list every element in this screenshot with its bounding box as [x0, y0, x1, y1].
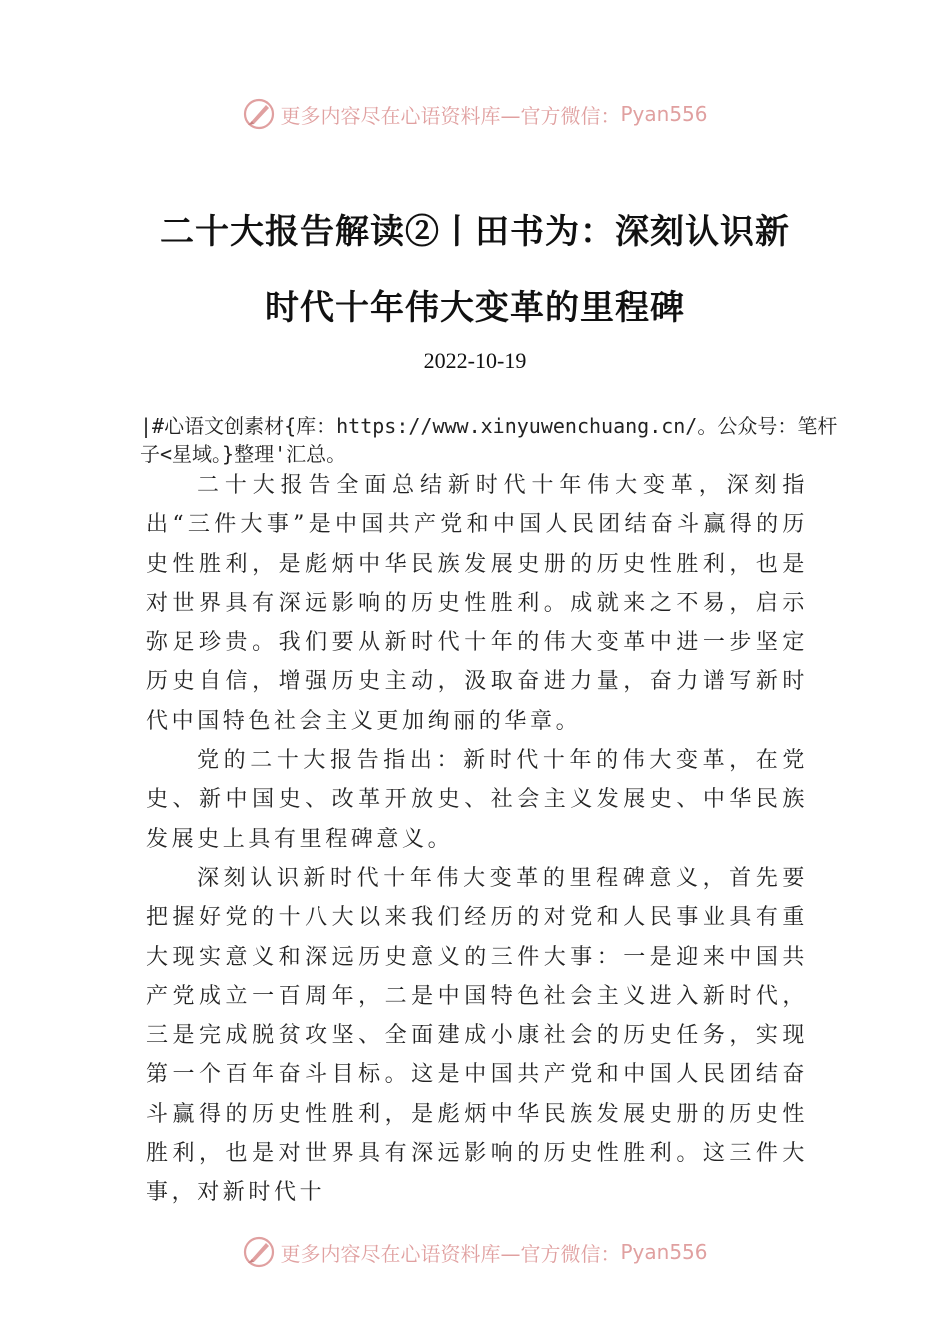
article-body [146, 466, 808, 1213]
banner-wechat-id: Pyan556 [620, 1240, 708, 1264]
brush-logo-icon [242, 97, 276, 131]
publish-date: 2022-10-19 [423, 348, 527, 373]
banner-text: 更多内容尽在心语资料库 [280, 1241, 501, 1266]
banner-separator: —官方微信： [500, 1241, 621, 1266]
source-note: |#心语文创素材{库：https://www.xinyuwenchuang.cn/。公众号：笔杆子<星域。}整理'汇总。 [140, 414, 838, 466]
paragraph-3: 深刻认识新时代十年伟大变革的里程碑意义，首先要把握好党的十八大以来我们经历的对党和人民事业具有重大现实意义和深远历史意义的三件大事：一是迎来中国共产党成立一百周年，二是中国特色社会主义进入新时代，三是完成脱贫攻坚、全面建成小康社会的历史任务，实现第一个百年奋斗目标。这是中国共产党和中国人民团结奋斗赢得的历史性胜利，是彪炳中华民族发展史册的历史性胜利，也是对世界具有深远影响的历史性胜利。这三件大事，对新时代十 [146, 865, 808, 1206]
banner-separator: —官方微信： [500, 103, 621, 128]
banner-wechat-id: Pyan556 [620, 102, 708, 126]
paragraph-1: 二十大报告全面总结新时代十年伟大变革，深刻指出“三件大事”是中国共产党和中国人民团结奋斗赢得的历史性胜利，是彪炳中华民族发展史册的历史性胜利，也是对世界具有深远影响的历史性胜利。成就来之不易，启示弥足珍贵。我们要从新时代十年的伟大变革中进一步坚定历史自信，增强历史主动，汲取奋进力量，奋力谱写新时代中国特色社会主义更加绚丽的华章。 [146, 473, 808, 734]
document-title-line-2: 时代十年伟大变革的里程碑 [265, 288, 685, 328]
document-title-line-1: 二十大报告解读②丨田书为：深刻认识新 [160, 212, 790, 252]
paragraph-2: 党的二十大报告指出：新时代十年的伟大变革，在党史、新中国史、改革开放史、社会主义发展史、中华民族发展史上具有里程碑意义。 [146, 748, 808, 852]
banner-text: 更多内容尽在心语资料库 [280, 103, 501, 128]
footer-watermark-banner [0, 1232, 950, 1272]
header-watermark-banner [0, 94, 950, 134]
brush-logo-icon [242, 1235, 276, 1269]
